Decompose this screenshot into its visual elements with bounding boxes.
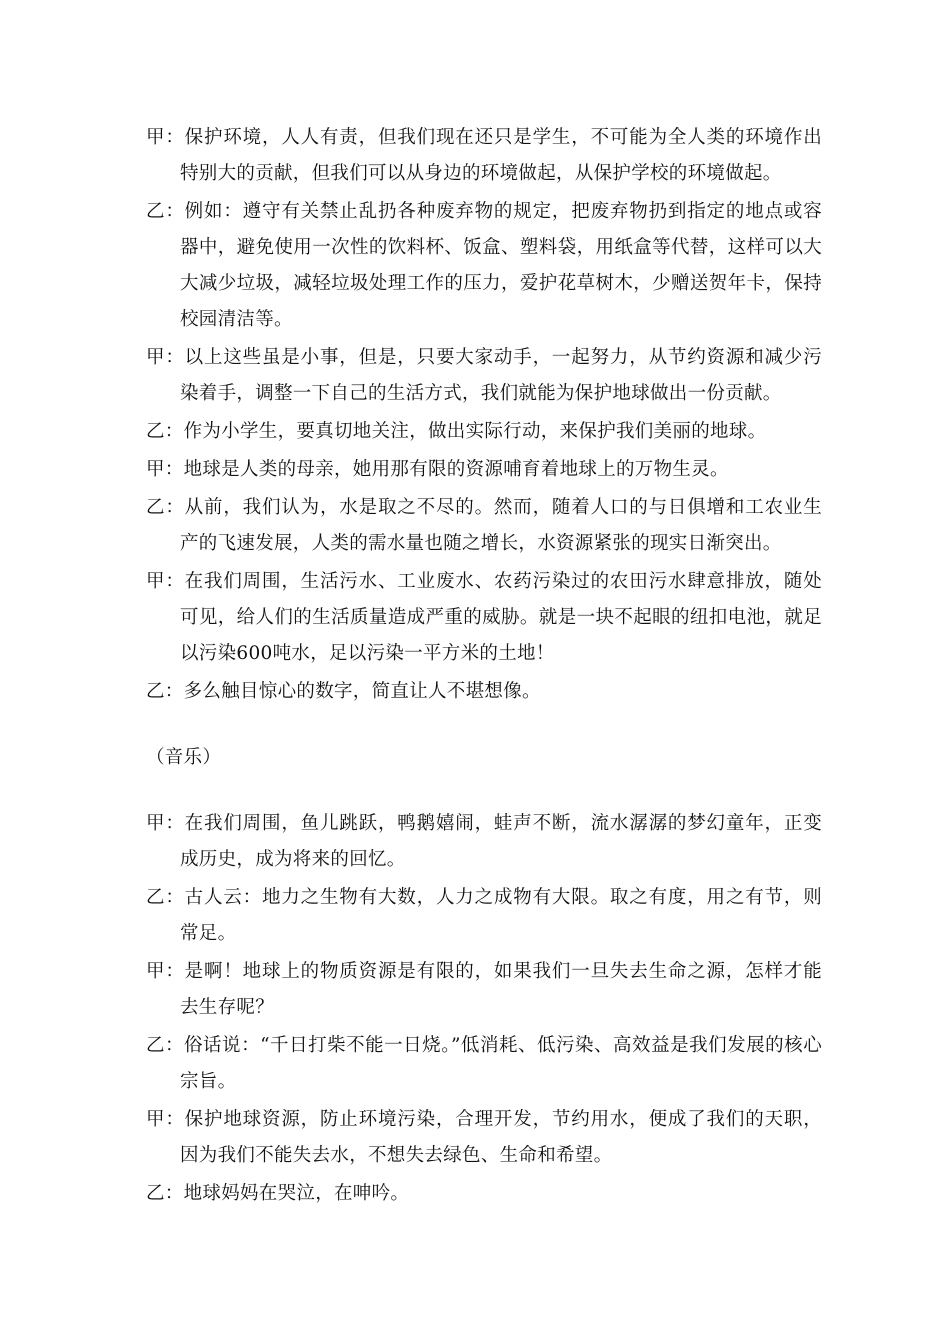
dialogue-text: 从前，我们认为，水是取之不尽的。然而，随着人口的与日俱增和工农业生产的飞速发展，人类的需水量也随之增长，水资源紧张的现实日渐突出。: [180, 497, 823, 554]
dialogue-paragraph: [146, 880, 822, 952]
dialogue-paragraph: [146, 194, 822, 338]
dialogue-text: 以上这些虽是小事，但是，只要大家动手，一起努力，从节约资源和减少污染着手，调整一下自己的生活方式，我们就能为保护地球做出一份贡献。: [180, 347, 823, 404]
speaker-label: 甲：: [146, 961, 185, 982]
speaker-label: 乙：: [146, 681, 184, 702]
dialogue-text: 地球是人类的母亲，她用那有限的资源哺育着地球上的万物生灵。: [183, 459, 729, 480]
dialogue-text: 作为小学生，要真切地关注，做出实际行动，来保护我们美丽的地球。: [183, 421, 767, 442]
dialogue-text: 在我们周围，生活污水、工业废水、农药污染过的农田污水肆意排放，随处可见，给人们的生活质量造成严重的威胁。就是一块不起眼的纽扣电池，就足以污染600吨水，足以污染一平方米的土地！: [180, 571, 823, 664]
dialogue-text: 地球妈妈在哭泣，在呻吟。: [183, 1183, 410, 1204]
dialogue-paragraph: [146, 674, 822, 710]
dialogue-paragraph: [146, 452, 822, 488]
dialogue-paragraph: [146, 1102, 822, 1174]
dialogue-paragraph: [146, 564, 822, 672]
speaker-label: 甲：: [146, 571, 185, 592]
speaker-label: 乙：: [146, 1183, 184, 1204]
speaker-label: 乙：: [146, 497, 185, 518]
dialogue-text: 例如：遵守有关禁止乱扔各种废弃物的规定，把废弃物扔到指定的地点或容器中，避免使用一次性的饮料杯、饭盒、塑料袋，用纸盒等代替，这样可以大大减少垃圾，减轻垃圾处理工作的压力，爱护花草树木，少赠送贺年卡，保持校园清洁等。: [180, 201, 823, 330]
dialogue-paragraph: [146, 340, 822, 412]
dialogue-text: 保护环境，人人有责，但我们现在还只是学生，不可能为全人类的环境作出特别大的贡献，但我们可以从身边的环境做起，从保护学校的环境做起。: [180, 127, 823, 184]
dialogue-text: 俗话说：“千日打柴不能一日烧。”低消耗、低污染、高效益是我们发展的核心宗旨。: [180, 1035, 822, 1092]
dialogue-text: 多么触目惊心的数字，简直让人不堪想像。: [183, 681, 541, 702]
speaker-label: 甲：: [146, 1109, 185, 1130]
dialogue-paragraph: [146, 806, 822, 878]
speaker-label: 乙：: [146, 1035, 185, 1056]
dialogue-paragraph: [146, 954, 822, 1026]
dialogue-paragraph: [146, 1176, 822, 1212]
document-body: [146, 120, 822, 1214]
speaker-label: 甲：: [146, 127, 185, 148]
dialogue-paragraph: [146, 414, 822, 450]
speaker-label: 乙：: [146, 887, 185, 908]
dialogue-text: 在我们周围，鱼儿跳跃，鸭鹅嬉闹，蛙声不断，流水潺潺的梦幻童年，正变成历史，成为将来的回忆。: [180, 813, 823, 870]
dialogue-paragraph: [146, 1028, 822, 1100]
speaker-label: 甲：: [146, 347, 185, 368]
music-cue: （音乐）: [146, 747, 222, 768]
dialogue-paragraph: [146, 490, 822, 562]
dialogue-paragraph: [146, 120, 822, 192]
speaker-label: 乙：: [146, 421, 184, 442]
dialogue-text: 古人云：地力之生物有大数，人力之成物有大限。取之有度，用之有节，则常足。: [180, 887, 823, 944]
speaker-label: 甲：: [146, 459, 184, 480]
speaker-label: 乙：: [146, 201, 185, 222]
dialogue-text: 保护地球资源，防止环境污染，合理开发，节约用水，便成了我们的天职，因为我们不能失去水，不想失去绿色、生命和希望。: [180, 1109, 823, 1166]
dialogue-text: 是啊！地球上的物质资源是有限的，如果我们一旦失去生命之源，怎样才能去生存呢？: [180, 961, 823, 1018]
speaker-label: 甲：: [146, 813, 185, 834]
